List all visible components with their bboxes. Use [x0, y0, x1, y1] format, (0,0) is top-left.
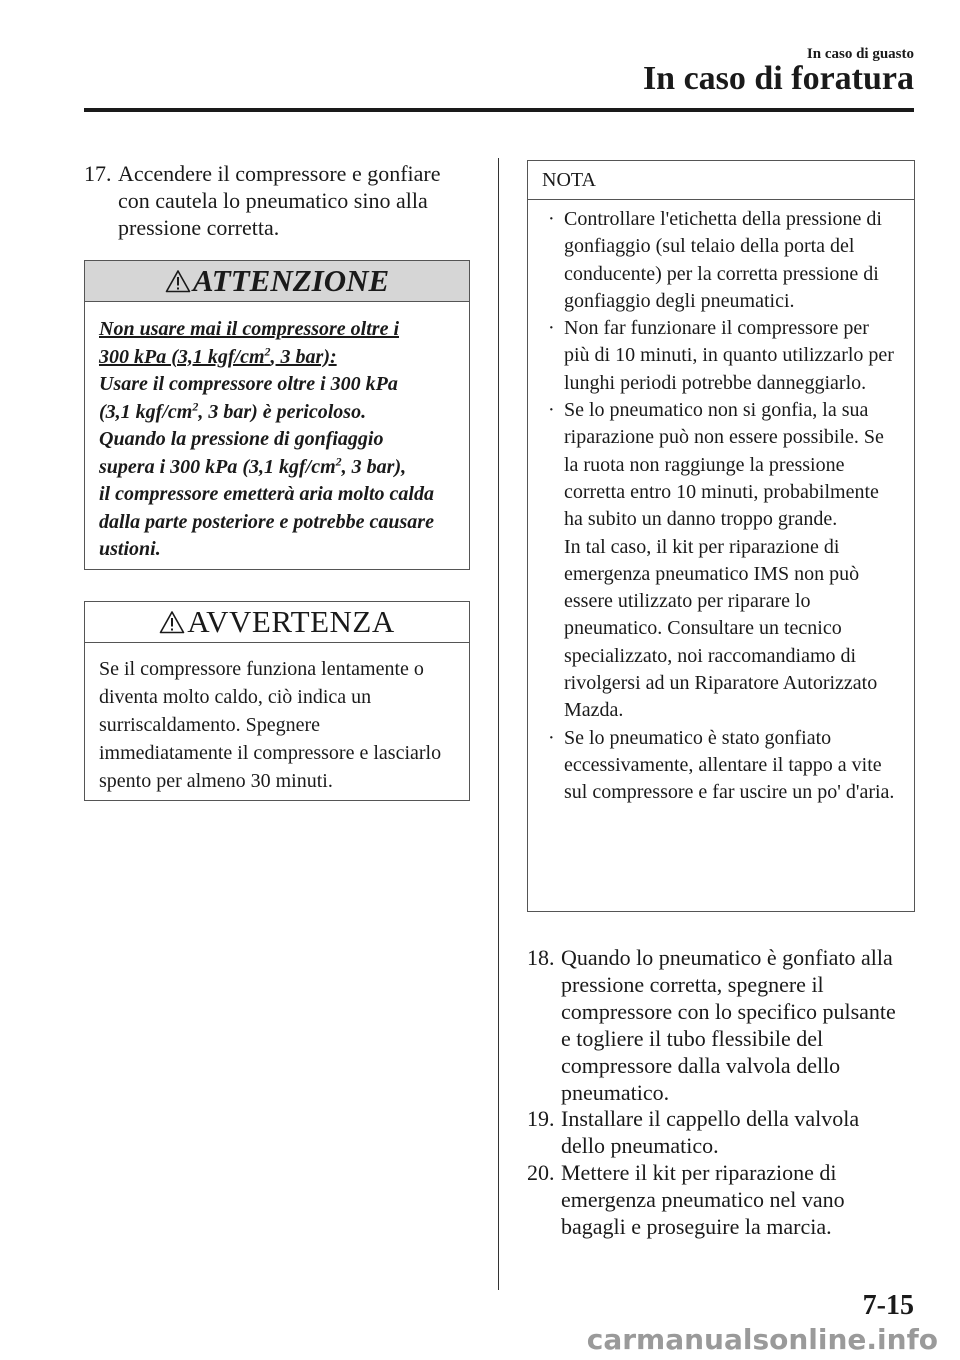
step-number: 17. — [84, 161, 112, 186]
nota-item: · Non far funzionare il compressore per più di 10 minuti, in quanto utilizzarlo per lunghi periodi potrebbe danneggiarlo. — [548, 317, 894, 394]
step-text: Quando lo pneumatico è gonfiato alla pressione corretta, spegnere il compressore con lo specifico pulsante e togliere il tubo flessibile del compressore dalla valvola dello pneumatico. — [561, 945, 896, 1105]
nota-box — [527, 160, 915, 912]
step-19 — [527, 1105, 907, 1159]
nota-header: NOTA — [528, 161, 914, 200]
watermark: carmanualsonline.info — [586, 1323, 938, 1356]
step-number: 19. — [527, 1106, 555, 1131]
step-18 — [527, 944, 907, 1106]
section-label: In caso di guasto — [806, 46, 914, 62]
nota-body — [528, 200, 914, 815]
column-divider — [498, 158, 499, 1290]
nota-item: · Controllare l'etichetta della pressione di gonfiaggio (sul telaio della porta del conducente) per la corretta pressione di gonfiaggio degli pneumatici. — [548, 208, 882, 312]
avvertenza-title: AVVERTENZA — [187, 604, 395, 639]
nota-item: · Se lo pneumatico non si gonfia, la sua riparazione può non essere possibile. Se la ruota non raggiunge la pressione corretta entro 10 minuti, probabilmente ha subito un danno troppo grande. In tal caso, il kit per riparazione di emergenza pneumatico IMS non può essere utilizzato per riparare lo pneumatico. Consultare un tecnico specializzato, noi raccomandiamo di rivolgersi ad un Riparatore Autorizzato Mazda. — [548, 399, 884, 722]
bullet: · — [548, 317, 555, 340]
step-text: Installare il cappello della valvola dello pneumatico. — [561, 1106, 860, 1158]
avvertenza-box — [84, 601, 470, 801]
bullet: · — [548, 399, 555, 422]
page-title: In caso di foratura — [642, 60, 914, 97]
nota-item: · Se lo pneumatico è stato gonfiato eccessivamente, allentare il tappo a vite sul compressore e far uscire un po' d'aria. — [548, 726, 895, 804]
step-text: Mettere il kit per riparazione di emergenza pneumatico nel vano bagagli e proseguire la marcia. — [561, 1160, 845, 1239]
attenzione-body: Non usare mai il compressore oltre i 300 kPa (3,1 kgf/$cm^2$, 3 bar): Usare il compressore oltre i 300 kPa (3,1 kgf/$cm^2$, 3 bar) è pericoloso. Quando la pressione di gonfiaggio supera i 300 kPa (3,1 kgf/$cm^2$, 3 bar), il compressore emetterà aria molto calda dalla parte posteriore e potrebbe causare ustioni. — [99, 318, 434, 560]
bullet: · — [548, 726, 555, 749]
attenzione-box — [84, 260, 470, 570]
step-20 — [527, 1159, 907, 1240]
attenzione-title: ATTENZIONE — [192, 263, 390, 298]
warning-icon — [159, 610, 185, 634]
bullet: · — [548, 208, 555, 230]
attenzione-underlined-line: Non usare mai il compressore oltre i 300 kPa (3,1 kgf/$cm^2$, 3 bar): — [99, 318, 400, 368]
attenzione-header — [85, 261, 469, 302]
avvertenza-header — [85, 602, 469, 643]
step-17 — [84, 160, 464, 241]
step-text: Accendere il compressore e gonfiare con cautela lo pneumatico sino alla pressione corretta. — [118, 161, 441, 240]
page-number: 7-15 — [862, 1290, 914, 1321]
avvertenza-body: Se il compressore funziona lentamente o diventa molto caldo, ciò indica un surriscaldamento. Spegnere immediatamente il compressore e lasciarlo spento per almeno 30 minuti. — [99, 658, 442, 792]
step-number: 18. — [527, 945, 555, 970]
warning-icon — [165, 269, 191, 293]
step-number: 20. — [527, 1160, 555, 1185]
header-rule — [84, 108, 914, 112]
